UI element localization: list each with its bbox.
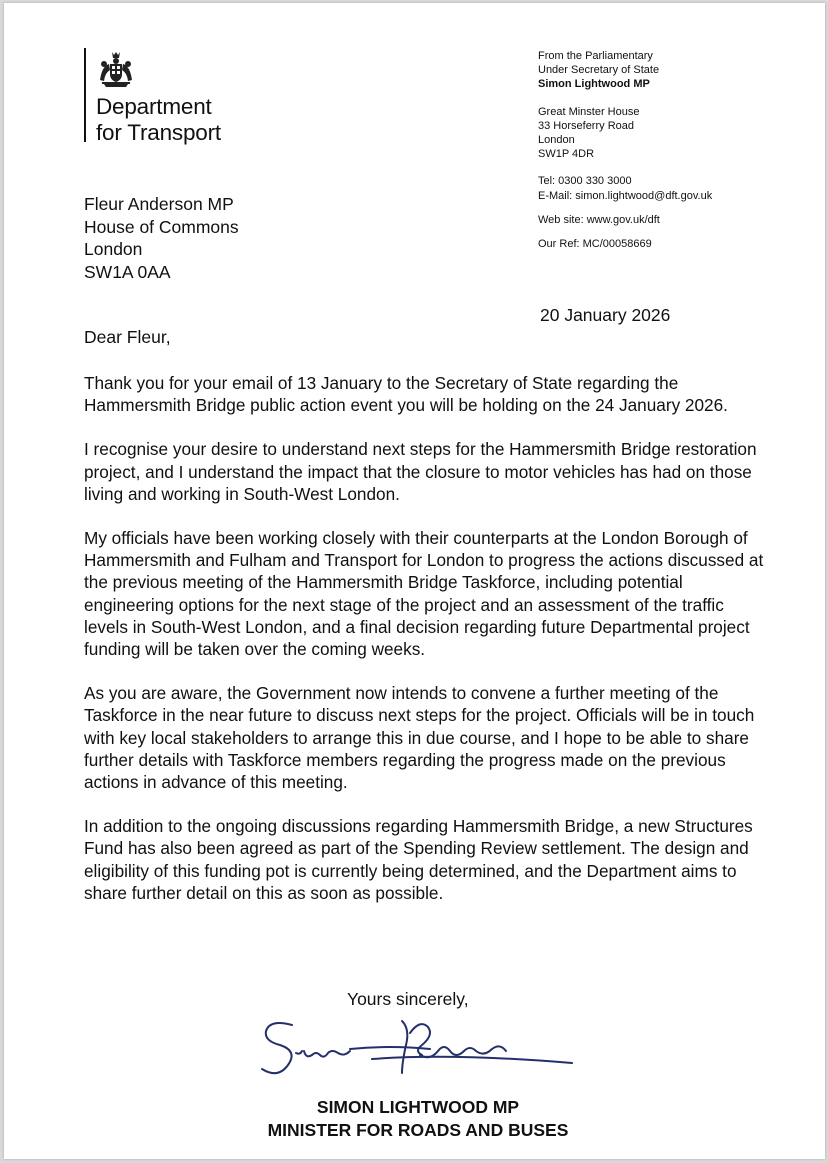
sender-address-line: London (538, 134, 575, 147)
body-paragraph: Thank you for your email of 13 January to the Secretary of State regarding the Hammersmith Bridge public action event you will be holding on the 24 January 2026. (84, 373, 728, 416)
salutation: Dear Fleur, (84, 327, 171, 347)
department-logo (84, 48, 264, 148)
sender-block (538, 49, 712, 251)
recipient-address (84, 193, 239, 283)
signatory-name: SIMON LIGHTWOOD MP (316, 1097, 520, 1117)
closing: Yours sincerely, (347, 989, 469, 1009)
sender-line2: Under Secretary of State (538, 64, 660, 77)
department-name-line2: for Transport (96, 120, 221, 145)
body-paragraph: I recognise your desire to understand next steps for the Hammersmith Bridge restoration project, and I understand the impact that the closure to motor vehicles has had on those living and working in South-West London. (84, 439, 757, 504)
signatory-title: MINISTER FOR ROADS AND BUSES (267, 1120, 569, 1140)
sender-address-line: 33 Horseferry Road (538, 119, 634, 132)
sender-address-line: SW1P 4DR (538, 148, 595, 161)
signature-image (252, 1013, 582, 1093)
sender-website: Web site: www.gov.uk/dft (538, 213, 660, 226)
sender-line1: From the Parliamentary (538, 50, 653, 62)
recipient-line: Fleur Anderson MP (84, 194, 234, 214)
sender-name: Simon Lightwood MP (538, 78, 650, 91)
sender-address-line: Great Minster House (538, 105, 640, 118)
letter-page (4, 3, 825, 1159)
department-name (96, 94, 221, 146)
sender-email: E-Mail: simon.lightwood@dft.gov.uk (538, 189, 713, 202)
sender-reference: Our Ref: MC/00058669 (538, 238, 652, 251)
recipient-line: SW1A 0AA (84, 261, 171, 282)
recipient-line: London (84, 239, 143, 259)
letter-date: 20 January 2026 (540, 305, 671, 325)
sender-tel: Tel: 0300 330 3000 (538, 175, 632, 188)
body-paragraph: As you are aware, the Government now intends to convene a further meeting of the Taskforce in the near future to discuss next steps for the project. Officials will be in touch with key local stakeholders to arrange this in due course, and I hope to be able to share further details with Taskforce members regarding the progress made on the previous actions in advance of this meeting. (84, 683, 755, 793)
royal-coat-of-arms-icon (96, 50, 136, 88)
department-name-line1: Department (96, 94, 212, 119)
recipient-line: House of Commons (84, 216, 239, 237)
letter-body (84, 372, 764, 926)
body-paragraph: My officials have been working closely with their counterparts at the London Borough of Hammersmith and Fulham and Transport for London to progress the actions discussed at the previous meeting of the Hammersmith Bridge Taskforce, including potential engineering options for the next stage of the project and an assessment of the traffic levels in South-West London, and a final decision regarding future Departmental project funding will be taken over the coming weeks. (84, 528, 764, 660)
body-paragraph: In addition to the ongoing discussions regarding Hammersmith Bridge, a new Structures Fund has also been agreed as part of the Spending Review settlement. The design and eligibility of this funding pot is currently being determined, and the Department aims to share further detail on this as soon as possible. (84, 816, 753, 903)
logo-divider (84, 48, 86, 142)
